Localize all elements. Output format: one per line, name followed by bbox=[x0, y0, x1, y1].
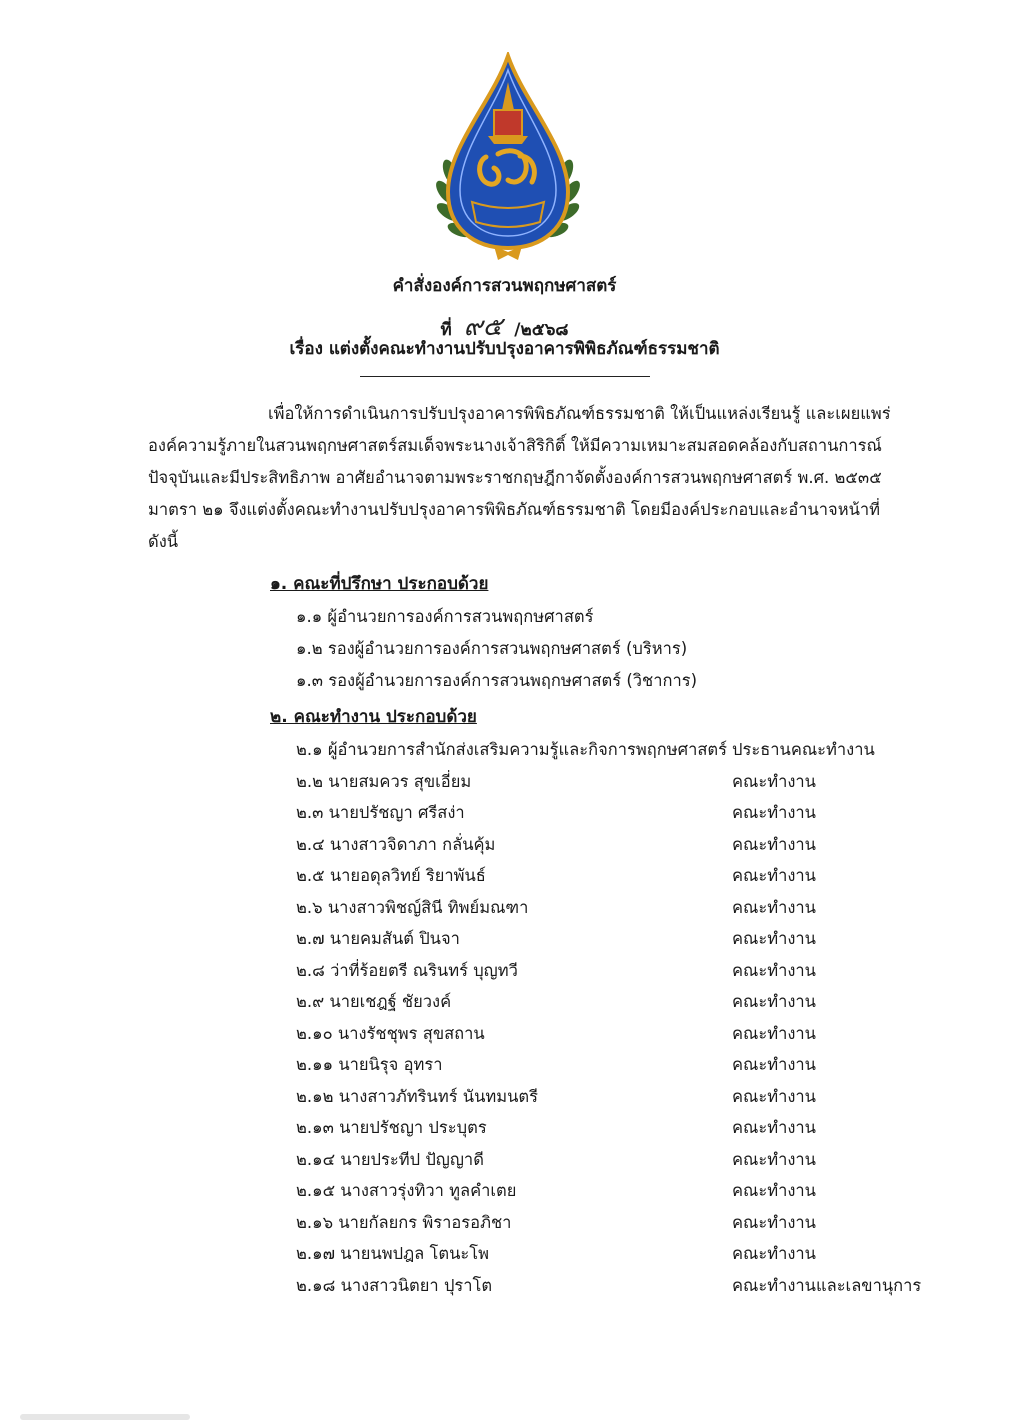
member-name: ๒.๖ นางสาวพิชญ์สินี ทิพย์มณฑา bbox=[296, 898, 529, 917]
member-role: คณะทำงาน bbox=[732, 898, 816, 917]
member-name: ๒.๑๔ นายประทีป ปัญญาดี bbox=[296, 1150, 484, 1169]
member-role: คณะทำงาน bbox=[732, 1055, 816, 1074]
advisor-item: ๑.๒ รองผู้อำนวยการองค์การสวนพฤกษศาสตร์ (บริหาร) bbox=[296, 639, 688, 658]
scan-artifact bbox=[20, 1414, 190, 1420]
member-role: คณะทำงาน bbox=[732, 1181, 816, 1200]
member-name: ๒.๗ นายคมสันต์ ปินจา bbox=[296, 929, 460, 948]
order-subject: เรื่อง แต่งตั้งคณะทำงานปรับปรุงอาคารพิพิธภัณฑ์ธรรมชาติ bbox=[289, 339, 720, 359]
member-role: คณะทำงาน bbox=[732, 1213, 816, 1232]
member-name: ๒.๒ นายสมควร สุขเอี่ยม bbox=[296, 772, 472, 791]
advisor-item: ๑.๑ ผู้อำนวยการองค์การสวนพฤกษศาสตร์ bbox=[296, 607, 594, 626]
member-role: คณะทำงาน bbox=[732, 866, 816, 885]
member-name: ๒.๑๕ นางสาวรุ่งทิวา ทูลคำเตย bbox=[296, 1181, 517, 1200]
member-name: ๒.๓ นายปรัชญา ศรีสง่า bbox=[296, 803, 465, 822]
paragraph-line: มาตรา ๒๑ จึงแต่งตั้งคณะทำงานปรับปรุงอาคารพิพิธภัณฑ์ธรรมชาติ โดยมีองค์ประกอบและอำนาจหน้าที่ bbox=[148, 500, 881, 519]
order-prefix: ที่ bbox=[440, 320, 452, 340]
member-role: ประธานคณะทำงาน bbox=[732, 740, 875, 759]
member-name: ๒.๘ ว่าที่ร้อยตรี ณรินทร์ บุญทวี bbox=[296, 961, 518, 980]
member-role: คณะทำงาน bbox=[732, 803, 816, 822]
member-role: คณะทำงาน bbox=[732, 1024, 816, 1043]
member-name: ๒.๑๘ นางสาวนิตยา ปุราโต bbox=[296, 1276, 493, 1295]
member-name: ๒.๑๖ นายกัลยกร พิราอรอภิชา bbox=[296, 1213, 512, 1232]
order-title: คำสั่งองค์การสวนพฤกษศาสตร์ bbox=[392, 276, 617, 296]
member-name: ๒.๑๒ นางสาวภัทรินทร์ นันทมนตรี bbox=[296, 1087, 538, 1106]
member-name: ๒.๑ ผู้อำนวยการสำนักส่งเสริมความรู้และกิจการพฤกษศาสตร์ bbox=[296, 740, 728, 759]
member-name: ๒.๕ นายอดุลวิทย์ ริยาพันธ์ bbox=[296, 866, 486, 885]
member-role: คณะทำงาน bbox=[732, 1244, 816, 1263]
advisor-item: ๑.๓ รองผู้อำนวยการองค์การสวนพฤกษศาสตร์ (วิชาการ) bbox=[296, 671, 698, 690]
order-year: /๒๕๖๘ bbox=[514, 320, 569, 340]
member-role: คณะทำงาน bbox=[732, 992, 816, 1011]
title-divider bbox=[360, 376, 650, 377]
paragraph-line: เพื่อให้การดำเนินการปรับปรุงอาคารพิพิธภัณฑ์ธรรมชาติ ให้เป็นแหล่งเรียนรู้ และเผยแพร่ bbox=[268, 404, 891, 423]
member-role: คณะทำงาน bbox=[732, 961, 816, 980]
member-role: คณะทำงาน bbox=[732, 1150, 816, 1169]
member-role: คณะทำงาน bbox=[732, 772, 816, 791]
member-role: คณะทำงานและเลขานุการ bbox=[732, 1276, 922, 1295]
member-name: ๒.๔ นางสาวจิดาภา กลั่นคุ้ม bbox=[296, 835, 496, 854]
member-name: ๒.๑๐ นางรัชชุพร สุขสถาน bbox=[296, 1024, 485, 1043]
section-advisors-heading: ๑. คณะที่ปรึกษา ประกอบด้วย bbox=[270, 574, 489, 594]
member-role: คณะทำงาน bbox=[732, 1118, 816, 1137]
paragraph-line: ดังนี้ bbox=[148, 532, 179, 551]
member-role: คณะทำงาน bbox=[732, 835, 816, 854]
member-role: คณะทำงาน bbox=[732, 1087, 816, 1106]
member-name: ๒.๑๓ นายปรัชญา ประบุตร bbox=[296, 1118, 487, 1137]
member-name: ๒.๑๑ นายนิรุจ อุทรา bbox=[296, 1055, 443, 1074]
order-number-handwritten: ๙๕ bbox=[463, 312, 503, 342]
member-name: ๒.๑๗ นายนพปฎล โตนะโพ bbox=[296, 1244, 489, 1263]
member-name: ๒.๙ นายเชฎฐ์ ชัยวงค์ bbox=[296, 992, 452, 1011]
intro-paragraph bbox=[148, 398, 918, 558]
paragraph-line: องค์ความรู้ภายในสวนพฤกษศาสตร์สมเด็จพระนางเจ้าสิริกิติ์ ให้มีความเหมาะสมสอดคล้องกับสถานการณ์ bbox=[148, 436, 882, 455]
member-role: คณะทำงาน bbox=[732, 929, 816, 948]
section-working-group-heading: ๒. คณะทำงาน ประกอบด้วย bbox=[270, 707, 477, 727]
paragraph-line: ปัจจุบันและมีประสิทธิภาพ อาศัยอำนาจตามพระราชกฤษฎีกาจัดตั้งองค์การสวนพฤกษศาสตร์ พ.ศ. ๒๕๓๕ bbox=[148, 468, 882, 487]
botanical-garden-emblem-icon bbox=[428, 52, 588, 264]
